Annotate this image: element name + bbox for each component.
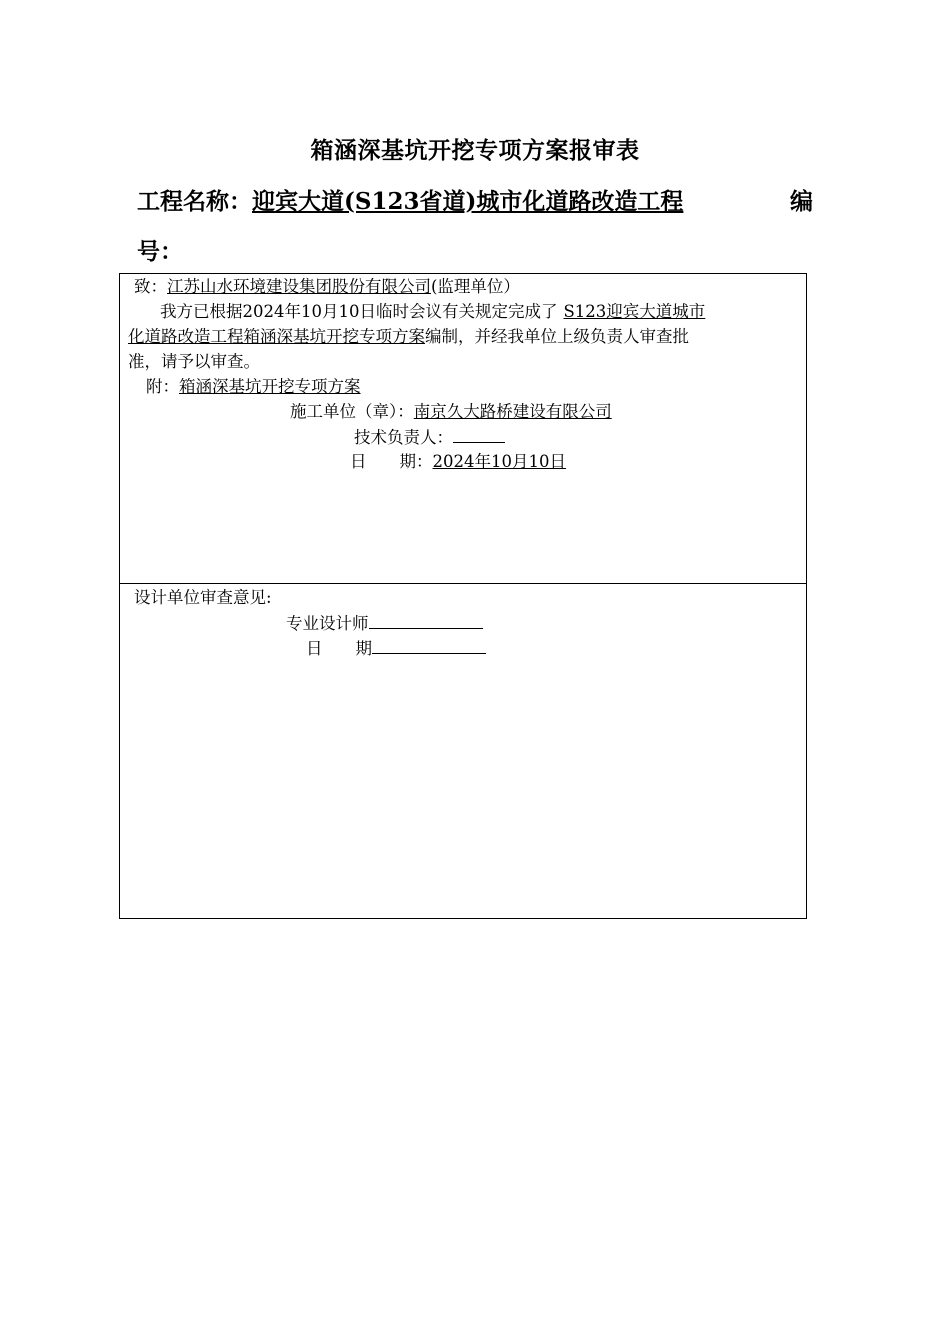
design-review-section: [119, 583, 807, 919]
tech-lead-line: [354, 424, 505, 450]
review-date-line: [306, 635, 486, 661]
addressee-line: [134, 274, 520, 299]
contractor-submission-section: [119, 273, 807, 584]
design-review-heading: 设计单位审查意见:: [134, 588, 272, 607]
form-title: 箱涵深基坑开挖专项方案报审表: [310, 137, 640, 164]
designer-blank[interactable]: [369, 610, 483, 629]
review-date-blank[interactable]: [372, 635, 486, 654]
body-text-prefix: 我方已根据2024年10月10日临时会议有关规定完成了: [160, 302, 558, 321]
designer-label: 专业设计师: [286, 614, 369, 633]
body-line-1: [160, 299, 705, 324]
scheme-name-part1: S123迎宾大道城市: [563, 302, 706, 321]
contractor-value: 南京久大路桥建设有限公司: [413, 402, 612, 421]
attachment-label: 附：: [146, 377, 179, 396]
attachment-line: [146, 374, 361, 399]
body-line-3: 准，请予以审查。: [128, 352, 260, 371]
scheme-name-part2: 化道路改造工程箱涵深基坑开挖专项方案: [128, 327, 425, 346]
submission-date-value: 2024年10月10日: [432, 452, 566, 471]
contractor-line: [290, 399, 612, 424]
review-date-label: 日 期: [306, 639, 372, 658]
body-text-suffix: 编制，并经我单位上级负责人审查批: [425, 327, 689, 346]
attachment-value: 箱涵深基坑开挖专项方案: [179, 377, 361, 396]
project-name-line: [137, 183, 817, 216]
project-name-label: 工程名称：: [137, 188, 252, 215]
tech-lead-label: 技术负责人：: [354, 428, 453, 447]
submission-date-label: 日 期：: [350, 452, 433, 471]
tech-lead-blank[interactable]: [453, 424, 505, 443]
submission-date-line: [350, 449, 566, 474]
supervision-unit-name: 江苏山水环境建设集团股份有限公司: [167, 277, 431, 296]
project-name-value: 迎宾大道(S123省道)城市化道路改造工程: [252, 188, 684, 215]
number-label-part1: 编: [790, 188, 813, 215]
number-label-part2: 号：: [137, 238, 183, 265]
supervision-unit-suffix: (监理单位）: [431, 277, 520, 296]
addressee-label: 致：: [134, 277, 167, 296]
contractor-label: 施工单位（章）：: [290, 402, 414, 421]
designer-line: [286, 610, 483, 636]
body-line-2: [128, 324, 689, 349]
